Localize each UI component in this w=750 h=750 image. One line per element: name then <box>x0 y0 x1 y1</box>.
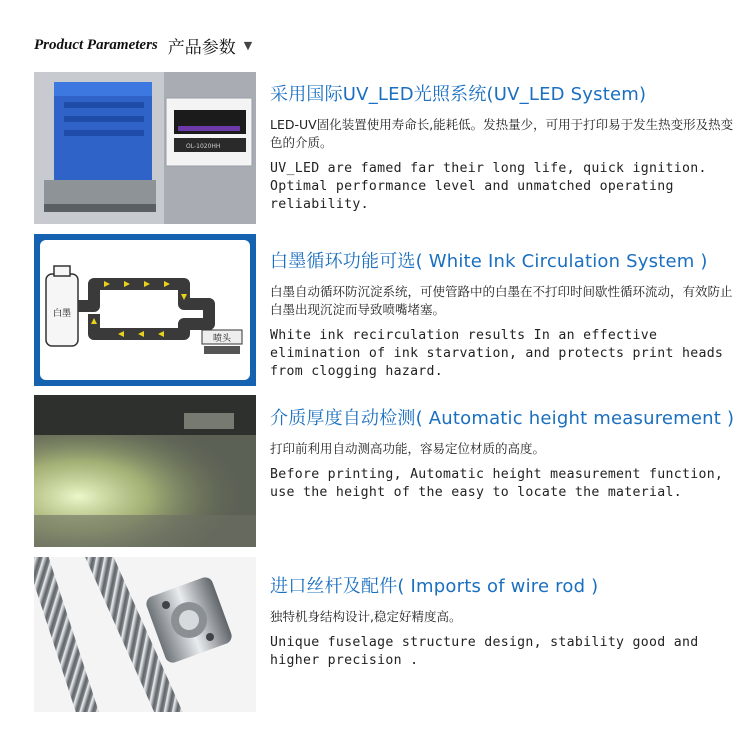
dropdown-arrow-icon[interactable]: ▼ <box>243 38 253 52</box>
feature-en-desc: UV_LED are famed far their long life, quick ignition. Optimal performance level and unmatched operating reliability. <box>270 161 707 212</box>
feature-title: 进口丝杆及配件( Imports of wire rod ) <box>270 576 599 597</box>
feature-title: 介质厚度自动检测( Automatic height measurement ) <box>270 408 735 429</box>
print-head-label: 喷头 <box>212 334 232 344</box>
feature-white-ink <box>270 247 740 381</box>
feature-cn-desc: 打印前利用自动测高功能，容易定位材质的高度。 <box>270 441 546 456</box>
page-header <box>34 30 252 60</box>
ink-tank-label: 白墨 <box>52 309 72 319</box>
feature-en-desc: Before printing, Automatic height measurement function, use the height of the easy to locate the material. <box>270 467 724 500</box>
feature-height-measurement <box>270 404 740 502</box>
feature-wire-rod <box>270 572 740 670</box>
uv-led-system-image <box>34 72 256 224</box>
feature-cn-desc: 独特机身结构设计,稳定好精度高。 <box>270 609 462 624</box>
feature-uv-led <box>270 80 740 214</box>
header-title-cn: 产品参数 <box>167 37 236 58</box>
height-measurement-image <box>34 395 256 547</box>
feature-title: 采用国际UV_LED光照系统(UV_LED System) <box>270 84 647 105</box>
feature-en-desc: White ink recirculation results In an effective elimination of ink starvation, and protects print heads from clogging hazard. <box>270 328 724 379</box>
feature-cn-desc: LED-UV固化装置使用寿命长,能耗低。发热量少，可用于打印易于发生热变形及热变色的介质。 <box>270 117 734 150</box>
wire-rod-image <box>34 557 256 712</box>
feature-en-desc: Unique fuselage structure design, stability good and higher precision . <box>270 635 699 668</box>
feature-title: 白墨循环功能可选( White Ink Circulation System ) <box>270 251 708 272</box>
header-title-en: Product Parameters <box>34 36 158 53</box>
white-ink-circulation-image <box>34 234 256 386</box>
lamp-model-label: OL-1020HH <box>186 143 221 150</box>
feature-cn-desc: 白墨自动循环防沉淀系统，可使管路中的白墨在不打印时间歇性循环流动，有效防止白墨出现沉淀而导致喷嘴堵塞。 <box>270 284 733 317</box>
